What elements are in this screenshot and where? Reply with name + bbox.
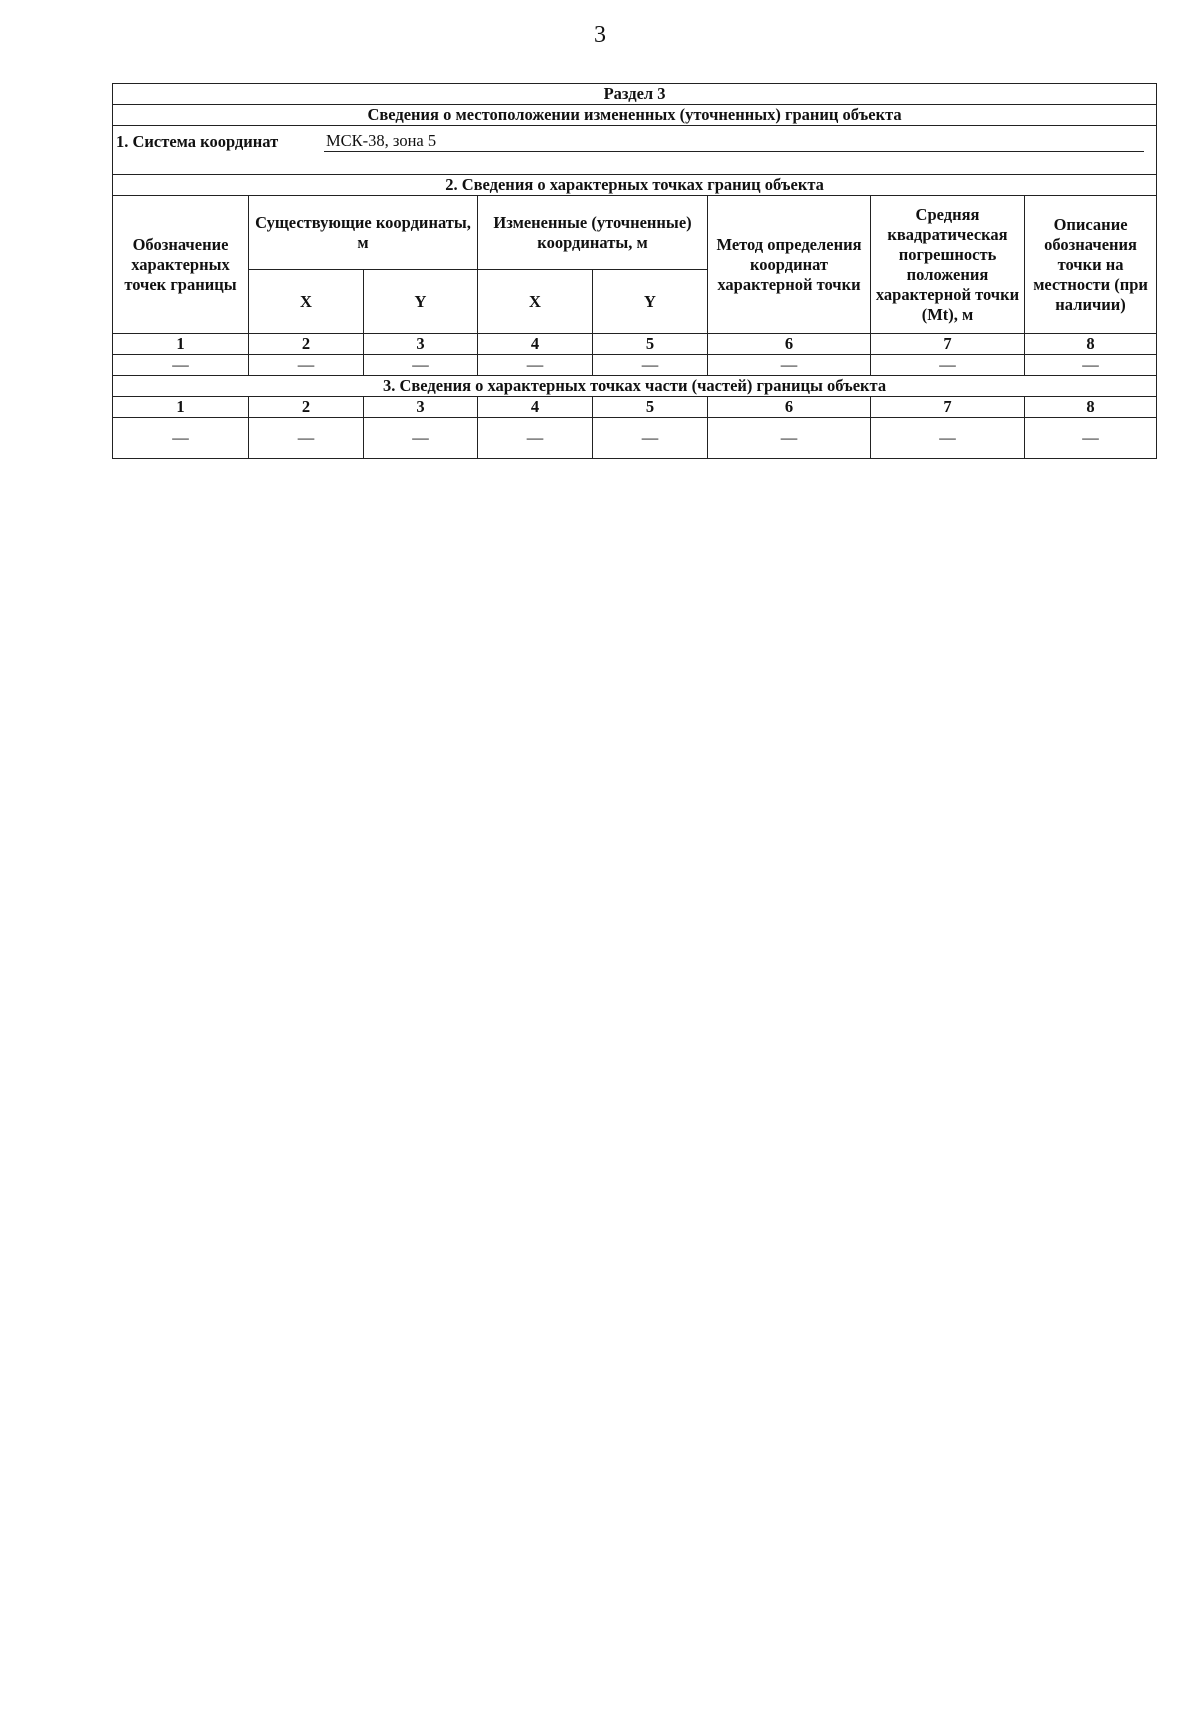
column-number: 5 [593,334,708,355]
table-cell: — [113,418,249,459]
header-changed-y: Y [593,270,708,334]
part3-title: 3. Сведения о характерных точках части (частей) границы объекта [113,376,1157,397]
table-cell: — [1025,418,1157,459]
coordinate-system-cell [113,126,1157,175]
table-cell: — [364,418,478,459]
header-point-designation: Обозначение характерных точек границы [113,196,249,334]
part2-column-numbers [113,334,1157,355]
table-row [113,355,1157,376]
column-number: 1 [113,397,249,418]
table-cell: — [871,418,1025,459]
header-existing-coords: Существующие координаты, м [249,196,478,270]
coordinate-system-value: МСК-38, зона 5 [324,131,1144,152]
header-changed-x: X [478,270,593,334]
table-cell: — [708,418,871,459]
part2-title: 2. Сведения о характерных точках границ объекта [113,175,1157,196]
table-cell: — [871,355,1025,376]
header-rms-error: Средняя квадратическая погрешность положения характерной точки (Mt), м [871,196,1025,334]
section-subtitle: Сведения о местоположении измененных (уточненных) границ объекта [113,105,1157,126]
column-number: 1 [113,334,249,355]
header-method: Метод определения координат характерной точки [708,196,871,334]
coordinate-system-label: 1. Система координат [116,132,279,151]
table-cell: — [593,418,708,459]
table-cell: — [249,355,364,376]
column-number: 2 [249,397,364,418]
table-cell: — [478,418,593,459]
header-existing-y: Y [364,270,478,334]
column-number: 8 [1025,334,1157,355]
column-number: 5 [593,397,708,418]
column-number: 6 [708,334,871,355]
table-cell: — [113,355,249,376]
column-number: 7 [871,397,1025,418]
header-changed-coords: Измененные (уточненные) координаты, м [478,196,708,270]
header-existing-x: X [249,270,364,334]
table-cell: — [1025,355,1157,376]
boundary-points-table [112,83,1157,459]
section-title: Раздел 3 [113,84,1157,105]
header-description: Описание обозначения точки на местности (при наличии) [1025,196,1157,334]
table-cell: — [708,355,871,376]
part3-column-numbers [113,397,1157,418]
page-number: 3 [594,22,606,48]
column-number: 2 [249,334,364,355]
column-number: 3 [364,397,478,418]
column-number: 3 [364,334,478,355]
table-cell: — [249,418,364,459]
column-number: 6 [708,397,871,418]
table-row [113,418,1157,459]
column-number: 4 [478,397,593,418]
table-cell: — [593,355,708,376]
table-cell: — [478,355,593,376]
table-cell: — [364,355,478,376]
column-number: 4 [478,334,593,355]
column-number: 8 [1025,397,1157,418]
column-number: 7 [871,334,1025,355]
